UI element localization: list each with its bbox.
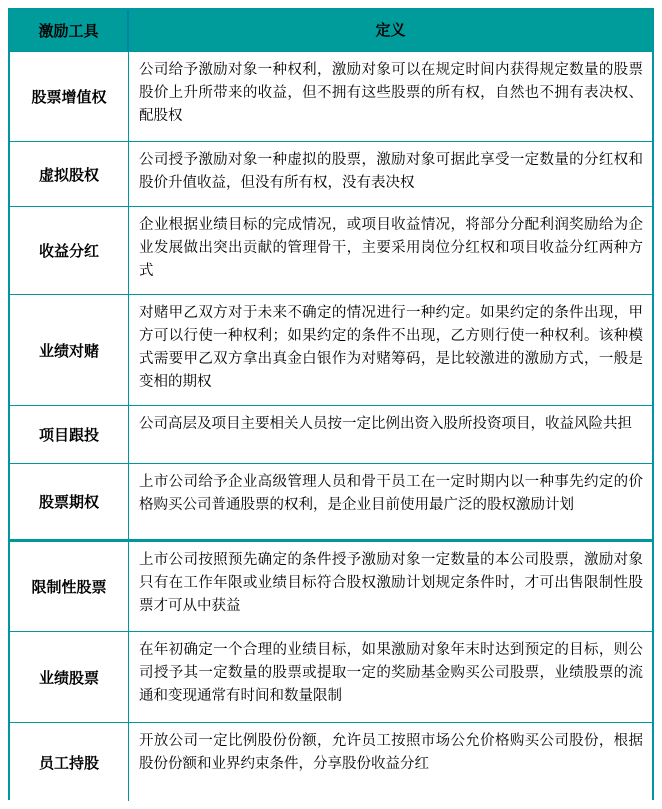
term-cell: 股票期权 xyxy=(10,464,129,539)
term-cell: 业绩股票 xyxy=(10,632,129,722)
table-header-row xyxy=(10,10,652,52)
term-cell: 收益分红 xyxy=(10,207,129,294)
term-cell: 股票增值权 xyxy=(10,52,129,141)
term-cell: 员工持股 xyxy=(10,723,129,801)
table-row xyxy=(10,632,652,723)
table-row xyxy=(10,406,652,464)
term-cell: 虚拟股权 xyxy=(10,142,129,206)
definition-cell: 上市公司按照预先确定的条件授予激励对象一定数量的本公司股票，激励对象只有在工作年限或业绩目标符合股权激励计划规定条件时，才可出售限制性股票才可从中获益 xyxy=(139,552,643,614)
term-cell: 项目跟投 xyxy=(10,406,129,463)
definition-cell: 在年初确定一个合理的业绩目标，如果激励对象年末时达到预定的目标，则公司授予其一定数量的股票或提取一定的奖励基金购买公司股票，业绩股票的流通和变现通常有时间和数量限制 xyxy=(139,642,643,704)
table-row xyxy=(10,542,652,632)
incentive-tools-table xyxy=(8,8,654,800)
definition-cell: 公司高层及项目主要相关人员按一定比例出资入股所投资项目，收益风险共担 xyxy=(139,416,632,432)
header-tool-column: 激励工具 xyxy=(10,10,129,51)
definition-cell: 上市公司给予企业高级管理人员和骨干员工在一定时期内以一种事先约定的价格购买公司普通股票的权利，是企业目前使用最广泛的股权激励计划 xyxy=(139,474,643,513)
definition-cell: 公司给予激励对象一种权利，激励对象可以在规定时间内获得规定数量的股票股价上升所带来的收益，但不拥有这些股票的所有权，自然也不拥有表决权、配股权 xyxy=(139,62,643,124)
table-row xyxy=(10,52,652,142)
table-row xyxy=(10,295,652,406)
definition-cell: 公司授予激励对象一种虚拟的股票，激励对象可据此享受一定数量的分红权和股价升值收益，但没有所有权，没有表决权 xyxy=(139,152,643,191)
definition-cell: 对赌甲乙双方对于未来不确定的情况进行一种约定。如果约定的条件出现，甲方可以行使一种权利；如果约定的条件不出现，乙方则行使一种权利。该种模式需要甲乙双方拿出真金白银作为对赌筹码，是比较激进的激励方式，一般是变相的期权 xyxy=(139,305,643,390)
term-cell: 业绩对赌 xyxy=(10,295,129,405)
definition-cell: 企业根据业绩目标的完成情况，或项目收益情况，将部分分配利润奖励给为企业发展做出突出贡献的管理骨干，主要采用岗位分红权和项目收益分红两种方式 xyxy=(139,217,643,279)
definition-cell: 开放公司一定比例股份份额，允许员工按照市场公允价格购买公司股份，根据股份份额和业界约束条件，分享股份收益分红 xyxy=(139,733,643,772)
table-row xyxy=(10,207,652,295)
term-cell: 限制性股票 xyxy=(10,542,129,631)
header-definition-column: 定义 xyxy=(375,22,406,39)
table-row xyxy=(10,464,652,542)
table-row xyxy=(10,142,652,207)
table-row xyxy=(10,723,652,801)
